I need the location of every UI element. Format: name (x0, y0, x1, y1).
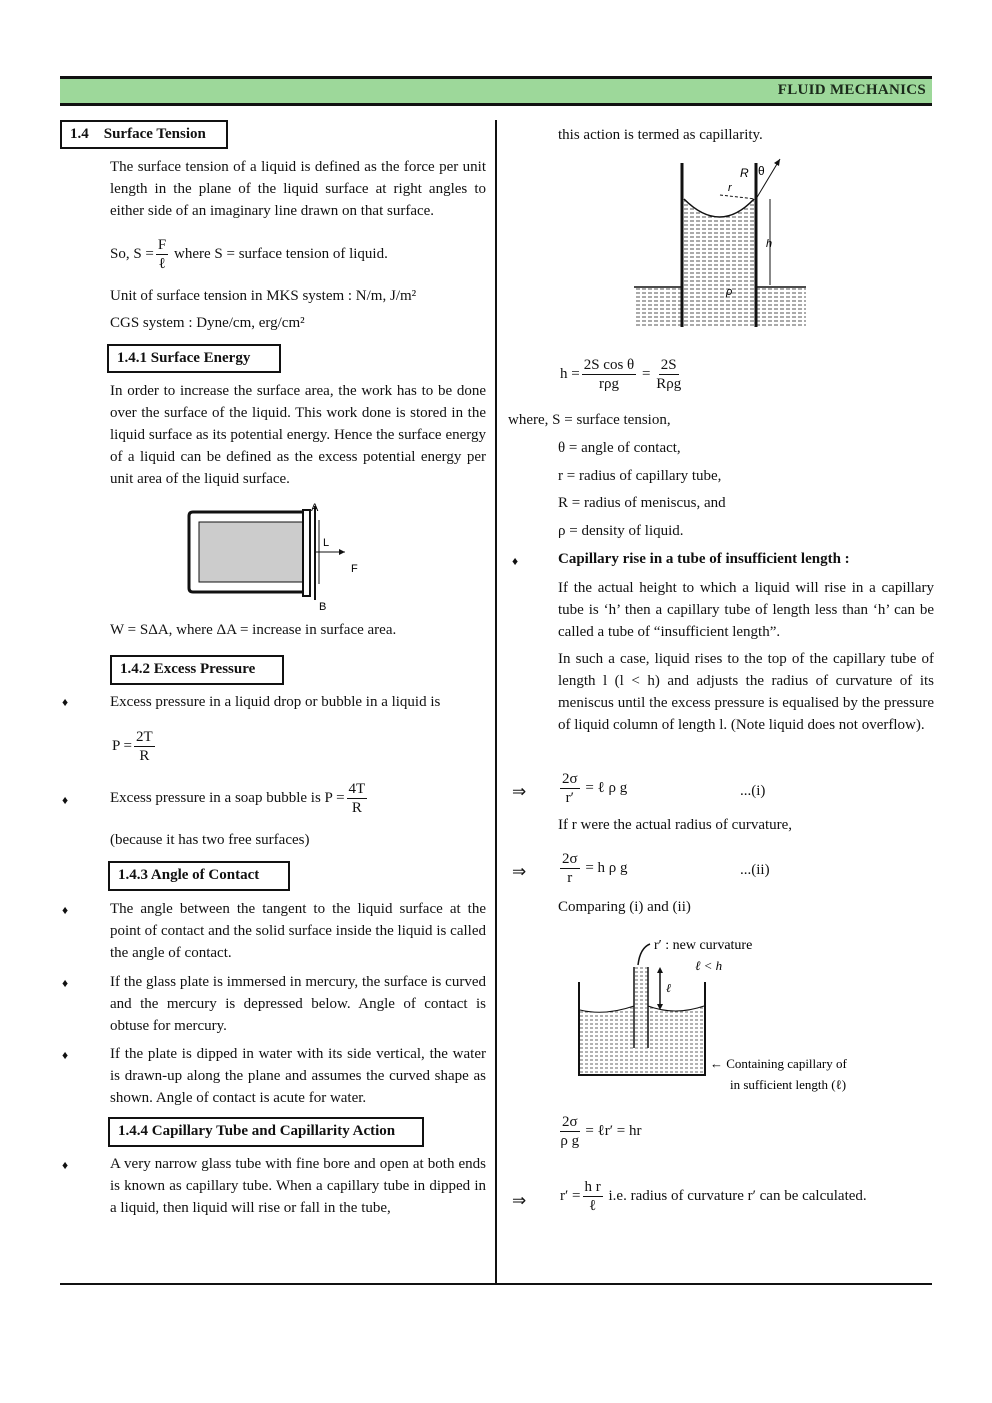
column-divider (495, 120, 497, 1284)
fraction (583, 1178, 603, 1215)
page-header (60, 76, 932, 106)
formula-lhs: P = (324, 789, 345, 806)
label-condition: ℓ < h (695, 958, 723, 973)
denominator: r′ (565, 790, 574, 806)
excess-pressure-soap (110, 780, 369, 817)
equation-rhs: = ℓ ρ g (585, 779, 628, 796)
water-note: If the plate is dipped in water with its side vertical, the water is drawn-up along the plane and assumes the curved shape as shown. Angle of contact is acute for water. (110, 1046, 486, 1106)
surface-tension-definition: The surface tension of a liquid is defined as the force per unit length in the plane of the liquid surface at right angles to either side of an imaginary line drawn on that surface. (110, 159, 486, 219)
fraction (347, 780, 368, 817)
surface-energy-text: In order to increase the surface area, the work has to be done over the surface of the liquid. This work done is stored in the liquid surface as its potential energy. Hence the surface energy of a liquid can be defined as the excess potential energy per unit area of the liquid surface. (110, 383, 486, 487)
mercury-note: If the glass plate is immersed in mercury, the surface is curved and the mercury is depressed below. Angle of contact is obtuse for mercury. (110, 974, 486, 1034)
numerator: 4T (348, 781, 366, 797)
label-l: L (323, 537, 330, 549)
capillary-rise-diagram (630, 155, 810, 330)
denominator: ℓ (158, 256, 166, 272)
label-new-curvature: r′ : new curvature (654, 938, 753, 953)
formula-note: where S = surface tension of liquid. (174, 245, 388, 262)
label-R: R (740, 166, 749, 180)
bullet-icon: ♦ (62, 903, 69, 917)
fraction (134, 728, 155, 765)
numerator: 2σ (562, 851, 578, 867)
angle-contact-definition: The angle between the tangent to the liquid surface at the point of contact and the solid surface inside the liquid is called the angle of contact. (110, 901, 486, 961)
header-title: FLUID MECHANICS (777, 82, 926, 98)
label-r: r (728, 182, 732, 194)
label-h: h (766, 238, 773, 250)
label-rho: ρ (726, 286, 733, 298)
equation-tag: ...(ii) (740, 862, 770, 878)
section-heading-1-4-1: 1.4.1 Surface Energy (107, 344, 281, 373)
footer-rule (60, 1283, 932, 1285)
where-line: θ = angle of contact, (558, 440, 681, 456)
label-a: A (311, 502, 319, 514)
work-formula: W = SΔA, where ΔA = increase in surface area. (110, 622, 397, 638)
bullet-icon: ♦ (62, 1158, 69, 1172)
bullet-icon: ♦ (62, 976, 69, 990)
label-f: F (351, 563, 358, 575)
caption-line-2: in sufficient length (ℓ) (730, 1077, 847, 1092)
denominator: R (351, 800, 362, 816)
numerator: F (157, 237, 167, 253)
formula-lhs: So, S = (110, 245, 154, 262)
fraction (560, 770, 580, 807)
bullet-text: Excess pressure in a soap bubble is (110, 789, 321, 806)
bullet-icon: ♦ (62, 793, 69, 807)
formula-drop-pressure (112, 728, 157, 765)
bullet-icon: ♦ (62, 1048, 69, 1062)
equation-ii (558, 850, 628, 887)
bullet-icon: ♦ (512, 554, 519, 568)
denominator: r (567, 870, 573, 886)
where-line: R = radius of meniscus, and (558, 495, 726, 511)
label-b: B (319, 601, 327, 612)
equation-i (558, 770, 627, 807)
implies-icon: ⇒ (512, 1191, 527, 1210)
insufficient-length-explanation: In such a case, liquid rises to the top of the capillary tube of length l (l < h) and adjusts the radius of curvature of its meniscus until the excess pressure is equalised by the pressure of liquid column of length l. (Note liquid does not overflow). (558, 651, 934, 733)
equation-rhs: = ℓr′ = hr (585, 1122, 642, 1139)
numerator: 2S (660, 357, 677, 373)
formula-note: i.e. radius of curvature r′ can be calculated. (608, 1187, 867, 1204)
unit-mks: Unit of surface tension in MKS system : N/m, J/m² (110, 288, 417, 304)
formula-lhs: r′ = (560, 1187, 581, 1204)
comparing-text: Comparing (i) and (ii) (558, 899, 691, 915)
numerator: 2σ (562, 771, 578, 787)
where-line: ρ = density of liquid. (558, 523, 684, 539)
formula-surface-tension (110, 236, 388, 273)
capillarity-sentence: this action is termed as capillarity. (558, 127, 763, 143)
fraction (656, 356, 681, 393)
section-heading-1-4-2: 1.4.2 Excess Pressure (110, 655, 284, 685)
where-line: r = radius of capillary tube, (558, 468, 722, 484)
numerator: h r (584, 1179, 601, 1195)
fraction (582, 356, 637, 393)
denominator: Rρg (656, 376, 682, 392)
implies-icon: ⇒ (512, 782, 527, 801)
equation-rhs: = h ρ g (585, 859, 628, 876)
label-theta: θ (758, 164, 765, 178)
insufficient-length-heading: Capillary rise in a tube of insufficient length : (558, 551, 850, 567)
denominator: ρ g (560, 1133, 580, 1149)
equation-r-prime (560, 1178, 867, 1215)
equation-tag: ...(i) (740, 783, 766, 799)
capillary-height-formula (560, 356, 683, 393)
bullet-icon: ♦ (62, 695, 69, 709)
formula-lhs: h = (560, 365, 580, 382)
excess-pressure-drop: Excess pressure in a liquid drop or bubble in a liquid is (110, 694, 441, 710)
fraction (560, 850, 580, 887)
section-title: Surface Tension (103, 126, 206, 142)
fraction (156, 236, 168, 273)
label-l: ℓ (666, 981, 671, 995)
denominator: ℓ (589, 1198, 597, 1214)
insufficient-capillary-diagram (570, 930, 880, 1100)
denominator: rρg (598, 376, 619, 392)
section-number: 1.4 (70, 126, 89, 142)
section-heading-1-4 (60, 120, 228, 149)
section-heading-1-4-3: 1.4.3 Angle of Contact (108, 861, 290, 891)
capillary-tube-definition: A very narrow glass tube with fine bore and open at both ends is known as capillary tube. When a capillary tube in dipped in a liquid, then liquid will rise or fall in the tube, (110, 1156, 486, 1216)
actual-radius-note: If r were the actual radius of curvature, (558, 817, 793, 833)
formula-lhs: P = (112, 737, 132, 754)
section-heading-1-4-4: 1.4.4 Capillary Tube and Capillarity Action (108, 1117, 424, 1147)
fraction (560, 1113, 580, 1150)
because-note: (because it has two free surfaces) (110, 832, 310, 848)
caption-line-1: ← Containing capillary of (710, 1056, 847, 1071)
denominator: R (139, 748, 150, 764)
unit-cgs: CGS system : Dyne/cm, erg/cm² (110, 315, 305, 331)
equals: = (642, 365, 651, 382)
implies-icon: ⇒ (512, 862, 527, 881)
equation-combined (558, 1113, 641, 1150)
surface-energy-diagram (185, 500, 365, 612)
numerator: 2T (136, 729, 153, 745)
where-line: where, S = surface tension, (508, 412, 671, 428)
numerator: 2σ (562, 1114, 578, 1130)
insufficient-length-definition: If the actual height to which a liquid will rise in a capillary tube is ‘h’ then a capillary tube of length less than ‘h’ can be called a tube of “insufficient length”. (558, 580, 934, 640)
numerator: 2S cos θ (583, 357, 635, 373)
